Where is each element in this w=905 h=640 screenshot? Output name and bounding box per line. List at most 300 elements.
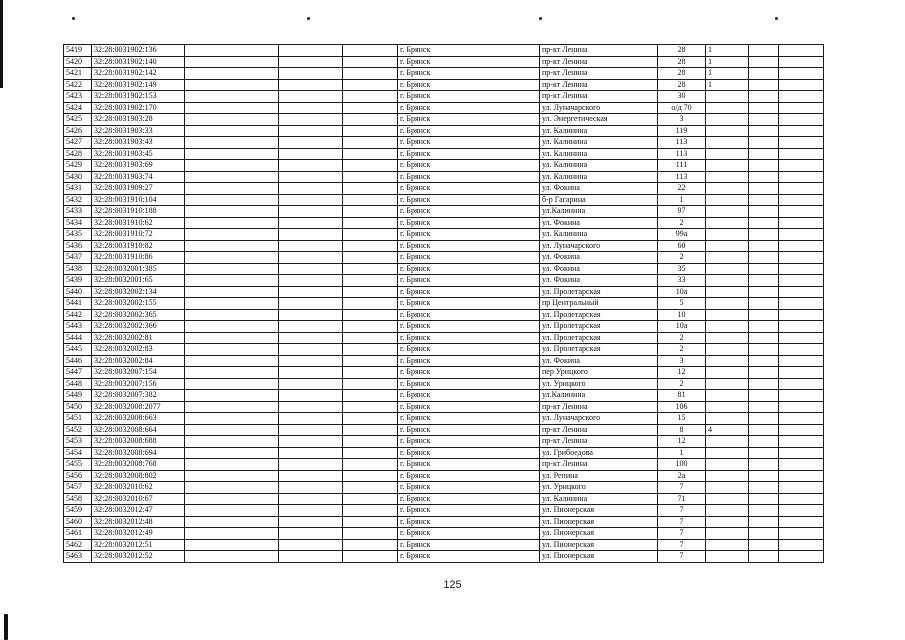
- cadastral-number-cell: 32:28:0031903:28: [92, 114, 185, 126]
- table-row: [64, 79, 824, 91]
- empty-cell: [279, 424, 343, 436]
- table-row: [64, 459, 824, 471]
- city-cell: г. Брянск: [398, 482, 540, 494]
- house-number-cell: 7: [658, 505, 706, 517]
- empty-cell: [343, 125, 398, 137]
- cadastral-number-cell: 32:28:0031910:82: [92, 240, 185, 252]
- empty-cell: [779, 263, 824, 275]
- cadastral-number-cell: 32:28:0031910:86: [92, 252, 185, 264]
- empty-cell: [749, 516, 779, 528]
- extra-value-cell: [706, 344, 749, 356]
- extra-value-cell: [706, 206, 749, 218]
- city-cell: г. Брянск: [398, 413, 540, 425]
- empty-cell: [185, 206, 279, 218]
- record-number-cell: 5443: [64, 321, 92, 333]
- city-cell: г. Брянск: [398, 114, 540, 126]
- empty-cell: [343, 447, 398, 459]
- empty-cell: [779, 459, 824, 471]
- record-number-cell: 5436: [64, 240, 92, 252]
- house-number-cell: 10а: [658, 286, 706, 298]
- empty-cell: [749, 45, 779, 57]
- house-number-cell: 28: [658, 79, 706, 91]
- empty-cell: [185, 321, 279, 333]
- city-cell: г. Брянск: [398, 355, 540, 367]
- empty-cell: [343, 263, 398, 275]
- empty-cell: [779, 102, 824, 114]
- empty-cell: [749, 505, 779, 517]
- street-cell: ул. Грибоедова: [540, 447, 658, 459]
- empty-cell: [279, 332, 343, 344]
- record-number-cell: 5455: [64, 459, 92, 471]
- register-table-body: [64, 45, 824, 563]
- empty-cell: [749, 528, 779, 540]
- cadastral-number-cell: 32:28:0032002:155: [92, 298, 185, 310]
- city-cell: г. Брянск: [398, 286, 540, 298]
- empty-cell: [185, 102, 279, 114]
- empty-cell: [779, 551, 824, 563]
- street-cell: ул. Калинина: [540, 160, 658, 172]
- empty-cell: [749, 367, 779, 379]
- empty-cell: [279, 344, 343, 356]
- cadastral-number-cell: 32:28:0032008:768: [92, 459, 185, 471]
- empty-cell: [279, 79, 343, 91]
- cadastral-number-cell: 32:28:0031903:69: [92, 160, 185, 172]
- extra-value-cell: [706, 114, 749, 126]
- empty-cell: [279, 321, 343, 333]
- city-cell: г. Брянск: [398, 436, 540, 448]
- table-row: [64, 91, 824, 103]
- table-row: [64, 528, 824, 540]
- empty-cell: [279, 539, 343, 551]
- empty-cell: [279, 309, 343, 321]
- empty-cell: [749, 482, 779, 494]
- table-row: [64, 298, 824, 310]
- city-cell: г. Брянск: [398, 309, 540, 321]
- record-number-cell: 5453: [64, 436, 92, 448]
- empty-cell: [749, 401, 779, 413]
- empty-cell: [279, 68, 343, 80]
- extra-value-cell: [706, 275, 749, 287]
- street-cell: ул. Фокина: [540, 275, 658, 287]
- extra-value-cell: [706, 91, 749, 103]
- table-row: [64, 137, 824, 149]
- city-cell: г. Брянск: [398, 68, 540, 80]
- empty-cell: [185, 125, 279, 137]
- empty-cell: [749, 275, 779, 287]
- scan-edge-mark: [4, 614, 8, 640]
- city-cell: г. Брянск: [398, 332, 540, 344]
- table-row: [64, 68, 824, 80]
- empty-cell: [343, 137, 398, 149]
- record-number-cell: 5458: [64, 493, 92, 505]
- extra-value-cell: 1: [706, 79, 749, 91]
- street-cell: ул. Пионерская: [540, 539, 658, 551]
- empty-cell: [279, 148, 343, 160]
- empty-cell: [343, 148, 398, 160]
- cadastral-number-cell: 32:28:0032012:49: [92, 528, 185, 540]
- city-cell: г. Брянск: [398, 459, 540, 471]
- empty-cell: [779, 45, 824, 57]
- table-row: [64, 493, 824, 505]
- city-cell: г. Брянск: [398, 125, 540, 137]
- empty-cell: [779, 539, 824, 551]
- empty-cell: [279, 160, 343, 172]
- extra-value-cell: [706, 332, 749, 344]
- empty-cell: [279, 390, 343, 402]
- empty-cell: [279, 355, 343, 367]
- table-row: [64, 436, 824, 448]
- record-number-cell: 5451: [64, 413, 92, 425]
- street-cell: ул.Калинина: [540, 206, 658, 218]
- empty-cell: [749, 298, 779, 310]
- street-cell: ул. Калинина: [540, 229, 658, 241]
- house-number-cell: 10: [658, 309, 706, 321]
- empty-cell: [185, 79, 279, 91]
- city-cell: г. Брянск: [398, 240, 540, 252]
- table-row: [64, 240, 824, 252]
- empty-cell: [343, 217, 398, 229]
- extra-value-cell: [706, 160, 749, 172]
- empty-cell: [279, 367, 343, 379]
- empty-cell: [749, 344, 779, 356]
- cadastral-number-cell: 32:28:0031902:142: [92, 68, 185, 80]
- empty-cell: [185, 551, 279, 563]
- empty-cell: [343, 240, 398, 252]
- table-row: [64, 505, 824, 517]
- record-number-cell: 5419: [64, 45, 92, 57]
- city-cell: г. Брянск: [398, 551, 540, 563]
- empty-cell: [343, 56, 398, 68]
- empty-cell: [343, 309, 398, 321]
- extra-value-cell: [706, 194, 749, 206]
- empty-cell: [279, 436, 343, 448]
- empty-cell: [779, 286, 824, 298]
- city-cell: г. Брянск: [398, 102, 540, 114]
- empty-cell: [185, 528, 279, 540]
- empty-cell: [779, 390, 824, 402]
- empty-cell: [279, 206, 343, 218]
- record-number-cell: 5447: [64, 367, 92, 379]
- street-cell: пр-кт Ленина: [540, 68, 658, 80]
- empty-cell: [779, 436, 824, 448]
- street-cell: пр-кт Ленина: [540, 436, 658, 448]
- street-cell: ул. Луначарского: [540, 240, 658, 252]
- cadastral-number-cell: 32:28:0032012:47: [92, 505, 185, 517]
- cadastral-number-cell: 32:28:0031910:72: [92, 229, 185, 241]
- cadastral-number-cell: 32:28:0032010:67: [92, 493, 185, 505]
- empty-cell: [185, 332, 279, 344]
- empty-cell: [749, 91, 779, 103]
- cadastral-number-cell: 32:28:0031902:170: [92, 102, 185, 114]
- city-cell: г. Брянск: [398, 470, 540, 482]
- street-cell: ул. Пролетарская: [540, 321, 658, 333]
- city-cell: г. Брянск: [398, 505, 540, 517]
- extra-value-cell: 4: [706, 424, 749, 436]
- cadastral-number-cell: 32:28:0031910:104: [92, 194, 185, 206]
- house-number-cell: 28: [658, 68, 706, 80]
- empty-cell: [185, 401, 279, 413]
- empty-cell: [279, 516, 343, 528]
- empty-cell: [185, 252, 279, 264]
- empty-cell: [343, 68, 398, 80]
- empty-cell: [749, 102, 779, 114]
- empty-cell: [185, 68, 279, 80]
- empty-cell: [279, 45, 343, 57]
- empty-cell: [279, 447, 343, 459]
- extra-value-cell: 1: [706, 56, 749, 68]
- empty-cell: [185, 505, 279, 517]
- house-number-cell: 106: [658, 401, 706, 413]
- empty-cell: [343, 45, 398, 57]
- empty-cell: [279, 482, 343, 494]
- empty-cell: [185, 367, 279, 379]
- record-number-cell: 5439: [64, 275, 92, 287]
- extra-value-cell: [706, 125, 749, 137]
- cadastral-number-cell: 32:28:0031903:33: [92, 125, 185, 137]
- empty-cell: [343, 551, 398, 563]
- empty-cell: [185, 137, 279, 149]
- empty-cell: [343, 355, 398, 367]
- city-cell: г. Брянск: [398, 56, 540, 68]
- table-row: [64, 378, 824, 390]
- table-row: [64, 171, 824, 183]
- empty-cell: [185, 516, 279, 528]
- record-number-cell: 5463: [64, 551, 92, 563]
- empty-cell: [343, 332, 398, 344]
- empty-cell: [779, 229, 824, 241]
- extra-value-cell: [706, 229, 749, 241]
- city-cell: г. Брянск: [398, 390, 540, 402]
- record-number-cell: 5435: [64, 229, 92, 241]
- table-row: [64, 390, 824, 402]
- city-cell: г. Брянск: [398, 344, 540, 356]
- house-number-cell: 7: [658, 516, 706, 528]
- empty-cell: [779, 91, 824, 103]
- record-number-cell: 5427: [64, 137, 92, 149]
- empty-cell: [343, 344, 398, 356]
- street-cell: пр-кт Ленина: [540, 56, 658, 68]
- table-row: [64, 229, 824, 241]
- empty-cell: [343, 79, 398, 91]
- empty-cell: [343, 516, 398, 528]
- street-cell: ул. Калинина: [540, 137, 658, 149]
- empty-cell: [779, 217, 824, 229]
- table-row: [64, 367, 824, 379]
- extra-value-cell: [706, 493, 749, 505]
- table-row: [64, 332, 824, 344]
- house-number-cell: о/д 70: [658, 102, 706, 114]
- city-cell: г. Брянск: [398, 275, 540, 287]
- table-row: [64, 56, 824, 68]
- empty-cell: [185, 539, 279, 551]
- empty-cell: [749, 286, 779, 298]
- empty-cell: [779, 505, 824, 517]
- empty-cell: [749, 137, 779, 149]
- extra-value-cell: [706, 482, 749, 494]
- extra-value-cell: [706, 217, 749, 229]
- city-cell: г. Брянск: [398, 183, 540, 195]
- extra-value-cell: [706, 240, 749, 252]
- cadastral-number-cell: 32:28:0032012:51: [92, 539, 185, 551]
- street-cell: пр-кт Ленина: [540, 45, 658, 57]
- empty-cell: [185, 171, 279, 183]
- empty-cell: [343, 321, 398, 333]
- extra-value-cell: [706, 401, 749, 413]
- record-number-cell: 5459: [64, 505, 92, 517]
- empty-cell: [779, 321, 824, 333]
- table-row: [64, 125, 824, 137]
- cadastral-number-cell: 32:28:0032008:663: [92, 413, 185, 425]
- house-number-cell: 10а: [658, 321, 706, 333]
- extra-value-cell: [706, 298, 749, 310]
- empty-cell: [749, 459, 779, 471]
- empty-cell: [185, 229, 279, 241]
- street-cell: ул. Репина: [540, 470, 658, 482]
- table-row: [64, 516, 824, 528]
- house-number-cell: 7: [658, 551, 706, 563]
- house-number-cell: 97: [658, 206, 706, 218]
- empty-cell: [185, 286, 279, 298]
- house-number-cell: 2а: [658, 470, 706, 482]
- empty-cell: [185, 148, 279, 160]
- empty-cell: [749, 229, 779, 241]
- empty-cell: [279, 551, 343, 563]
- cadastral-number-cell: 32:28:0032008:802: [92, 470, 185, 482]
- empty-cell: [749, 206, 779, 218]
- street-cell: ул. Урицкого: [540, 482, 658, 494]
- street-cell: пр Центральный: [540, 298, 658, 310]
- empty-cell: [749, 79, 779, 91]
- table-row: [64, 286, 824, 298]
- street-cell: ул. Энергетическая: [540, 114, 658, 126]
- record-number-cell: 5424: [64, 102, 92, 114]
- city-cell: г. Брянск: [398, 217, 540, 229]
- empty-cell: [343, 424, 398, 436]
- record-number-cell: 5428: [64, 148, 92, 160]
- empty-cell: [749, 125, 779, 137]
- empty-cell: [185, 240, 279, 252]
- empty-cell: [279, 401, 343, 413]
- extra-value-cell: [706, 539, 749, 551]
- empty-cell: [749, 470, 779, 482]
- table-row: [64, 252, 824, 264]
- record-number-cell: 5423: [64, 91, 92, 103]
- empty-cell: [749, 493, 779, 505]
- table-row: [64, 183, 824, 195]
- scan-dot: [539, 17, 542, 20]
- empty-cell: [779, 424, 824, 436]
- house-number-cell: 3: [658, 355, 706, 367]
- cadastral-number-cell: 32:28:0031910:62: [92, 217, 185, 229]
- scan-dot: [307, 17, 310, 20]
- record-number-cell: 5434: [64, 217, 92, 229]
- street-cell: пр-кт Ленина: [540, 91, 658, 103]
- cadastral-number-cell: 32:28:0032008:688: [92, 436, 185, 448]
- empty-cell: [279, 194, 343, 206]
- record-number-cell: 5432: [64, 194, 92, 206]
- empty-cell: [185, 194, 279, 206]
- city-cell: г. Брянск: [398, 263, 540, 275]
- empty-cell: [779, 240, 824, 252]
- empty-cell: [343, 528, 398, 540]
- street-cell: б-р Гагарина: [540, 194, 658, 206]
- empty-cell: [185, 298, 279, 310]
- city-cell: г. Брянск: [398, 171, 540, 183]
- street-cell: ул. Фокина: [540, 263, 658, 275]
- extra-value-cell: [706, 263, 749, 275]
- cadastral-number-cell: 32:28:0032007:156: [92, 378, 185, 390]
- city-cell: г. Брянск: [398, 493, 540, 505]
- record-number-cell: 5448: [64, 378, 92, 390]
- empty-cell: [279, 125, 343, 137]
- empty-cell: [779, 367, 824, 379]
- record-number-cell: 5446: [64, 355, 92, 367]
- record-number-cell: 5449: [64, 390, 92, 402]
- record-number-cell: 5422: [64, 79, 92, 91]
- empty-cell: [279, 286, 343, 298]
- table-row: [64, 102, 824, 114]
- house-number-cell: 5: [658, 298, 706, 310]
- empty-cell: [279, 114, 343, 126]
- empty-cell: [749, 160, 779, 172]
- house-number-cell: 33: [658, 275, 706, 287]
- extra-value-cell: [706, 148, 749, 160]
- cadastral-number-cell: 32:28:0032008:694: [92, 447, 185, 459]
- street-cell: ул.Калинина: [540, 390, 658, 402]
- extra-value-cell: [706, 286, 749, 298]
- empty-cell: [343, 229, 398, 241]
- city-cell: г. Брянск: [398, 91, 540, 103]
- empty-cell: [779, 516, 824, 528]
- empty-cell: [343, 298, 398, 310]
- extra-value-cell: [706, 378, 749, 390]
- empty-cell: [779, 344, 824, 356]
- empty-cell: [779, 194, 824, 206]
- street-cell: ул. Пролетарская: [540, 309, 658, 321]
- empty-cell: [343, 252, 398, 264]
- empty-cell: [779, 378, 824, 390]
- table-row: [64, 401, 824, 413]
- empty-cell: [343, 206, 398, 218]
- empty-cell: [279, 102, 343, 114]
- cadastral-number-cell: 32:28:0031903:43: [92, 137, 185, 149]
- cadastral-number-cell: 32:28:0031902:140: [92, 56, 185, 68]
- extra-value-cell: [706, 459, 749, 471]
- empty-cell: [779, 493, 824, 505]
- empty-cell: [343, 390, 398, 402]
- empty-cell: [779, 137, 824, 149]
- street-cell: ул. Калинина: [540, 125, 658, 137]
- city-cell: г. Брянск: [398, 539, 540, 551]
- empty-cell: [279, 56, 343, 68]
- empty-cell: [279, 252, 343, 264]
- extra-value-cell: 1: [706, 45, 749, 57]
- empty-cell: [343, 275, 398, 287]
- house-number-cell: 35: [658, 263, 706, 275]
- empty-cell: [343, 493, 398, 505]
- empty-cell: [779, 482, 824, 494]
- city-cell: г. Брянск: [398, 401, 540, 413]
- house-number-cell: 2: [658, 378, 706, 390]
- house-number-cell: 100: [658, 459, 706, 471]
- house-number-cell: 8: [658, 424, 706, 436]
- house-number-cell: 113: [658, 137, 706, 149]
- empty-cell: [779, 171, 824, 183]
- empty-cell: [779, 183, 824, 195]
- empty-cell: [779, 206, 824, 218]
- street-cell: ул. Луначарского: [540, 102, 658, 114]
- empty-cell: [343, 194, 398, 206]
